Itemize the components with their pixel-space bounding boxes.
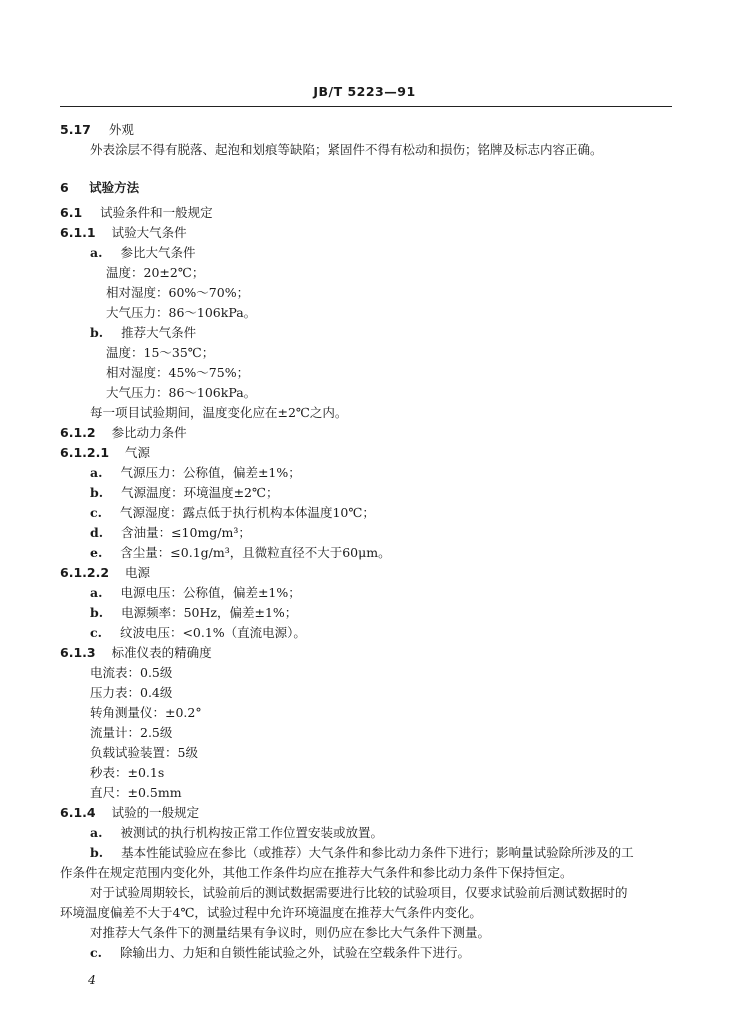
section-6-1-heading [60,205,213,221]
page-number: 4 [88,972,96,987]
instrument-item: 秒表：±0.1s [90,765,165,780]
list-item: a. 参比大气条件 [90,245,196,260]
section-title: 试验的一般规定 [111,805,200,820]
list-item: c. 气源湿度：露点低于执行机构本体温度10℃； [90,505,375,520]
paragraph: 外表涂层不得有脱落、起泡和划痕等缺陷；紧固件不得有松动和损伤；铭牌及标志内容正确。 [90,142,603,157]
section-title: 气源 [125,445,151,460]
section-number: 5.17 [60,122,91,137]
paragraph: 对于试验周期较长，试验前后的测试数据需要进行比较的试验项目，仅要求试验前后测试数据时的 [90,885,628,900]
section-6-heading [60,180,139,196]
list-item: b. 推荐大气条件 [90,325,197,340]
paragraph-continuation: 环境温度偏差不大于4℃，试验过程中允许环境温度在推荐大气条件内变化。 [60,905,482,920]
section-6-1-2-2-heading [60,565,150,581]
section-6-1-1-heading [60,225,187,241]
paragraph: 每一项目试验期间，温度变化应在±2℃之内。 [90,405,348,420]
instrument-item: 电流表：0.5级 [90,665,173,680]
section-title: 电源 [125,565,151,580]
section-number: 6.1.1 [60,225,96,240]
list-item: b. 电源频率：50Hz，偏差±1%； [90,605,298,620]
section-6-1-2-heading [60,425,187,441]
list-item: b. 气源温度：环境温度±2℃； [90,485,279,500]
section-6-1-4-heading [60,805,199,821]
section-title: 标准仪表的精确度 [111,645,212,660]
section-title: 外观 [108,122,134,137]
condition-item: 相对湿度：60%～70%； [106,285,250,300]
standard-header: JB/T 5223—91 [313,84,416,99]
section-number: 6.1.4 [60,805,96,820]
list-item: c. 纹波电压：<0.1%（直流电源）。 [90,625,306,640]
section-title: 试验方法 [89,180,140,195]
list-item: b. 基本性能试验应在参比（或推荐）大气条件和参比动力条件下进行；影响量试验除所涉及的工 [90,845,634,860]
section-number: 6.1.2.1 [60,445,110,460]
condition-item: 相对湿度：45%～75%； [106,365,250,380]
instrument-item: 负载试验装置：5级 [90,745,198,760]
list-item: a. 气源压力：公称值，偏差±1%； [90,465,301,480]
condition-item: 温度：15～35℃； [106,345,215,360]
section-number: 6 [60,180,69,195]
section-6-1-3-heading [60,645,212,661]
condition-item: 大气压力：86～106kPa。 [106,385,257,400]
section-number: 6.1 [60,205,83,220]
list-item: a. 被测试的执行机构按正常工作位置安装或放置。 [90,825,383,840]
condition-item: 大气压力：86～106kPa。 [106,305,257,320]
list-item: d. 含油量：≤10mg/m³； [90,525,251,540]
instrument-item: 压力表：0.4级 [90,685,173,700]
section-5-17-heading [60,122,134,138]
section-title: 试验大气条件 [111,225,187,240]
list-item: c. 除输出力、力矩和自锁性能试验之外，试验在空载条件下进行。 [90,945,470,960]
section-title: 试验条件和一般规定 [100,205,213,220]
header-rule [60,106,672,107]
paragraph: 对推荐大气条件下的测量结果有争议时，则仍应在参比大气条件下测量。 [90,925,491,940]
instrument-item: 直尺：±0.5mm [90,785,182,800]
condition-item: 温度：20±2℃； [106,265,205,280]
list-item: a. 电源电压：公称值，偏差±1%； [90,585,301,600]
paragraph-continuation: 作条件在规定范围内变化外，其他工作条件均应在推荐大气条件和参比动力条件下保持恒定。 [60,865,573,880]
section-title: 参比动力条件 [111,425,187,440]
section-number: 6.1.3 [60,645,96,660]
section-6-1-2-1-heading [60,445,150,461]
instrument-item: 转角测量仪：±0.2° [90,705,202,720]
instrument-item: 流量计：2.5级 [90,725,173,740]
section-number: 6.1.2.2 [60,565,110,580]
section-number: 6.1.2 [60,425,96,440]
list-item: e. 含尘量：≤0.1g/m³，且微粒直径不大于60μm。 [90,545,391,560]
